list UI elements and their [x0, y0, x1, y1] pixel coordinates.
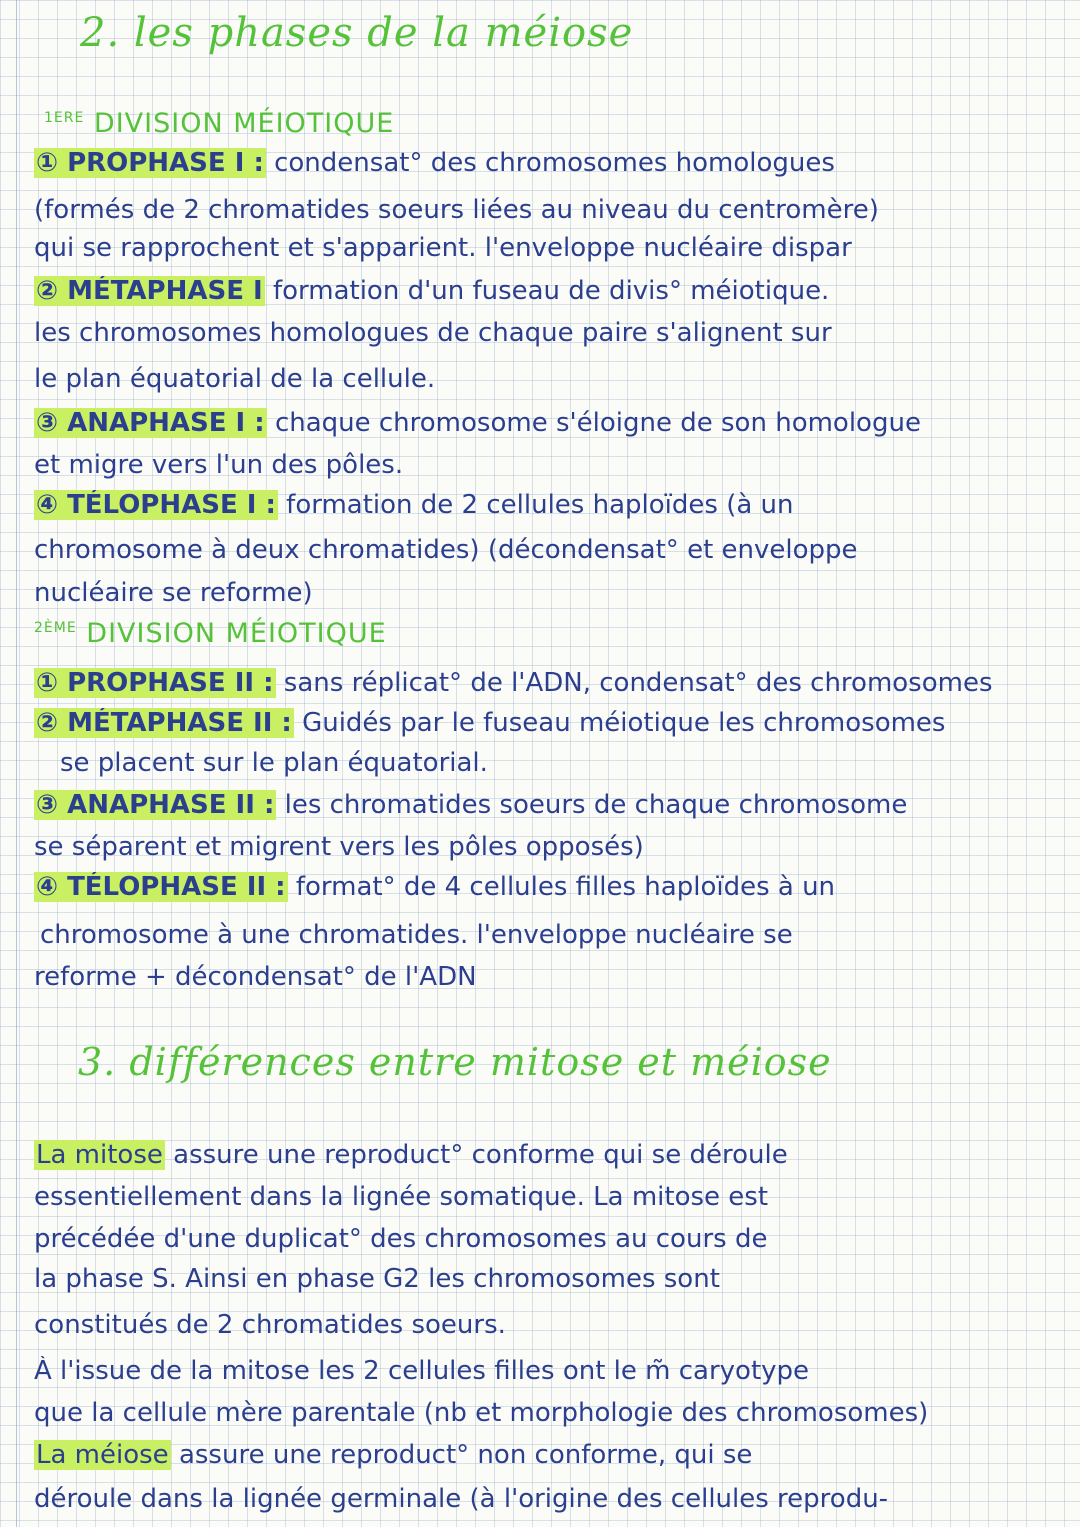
prophase-1-text-2: (formés de 2 chromatides soeurs liées au niveau du centromère)	[34, 195, 879, 225]
prophase-2-label: ① PROPHASE II :	[36, 668, 274, 698]
mitose-text-4: la phase S. Ainsi en phase G2 les chromosomes sont	[34, 1264, 720, 1294]
metaphase-1-text-3: le plan équatorial de la cellule.	[34, 364, 436, 394]
metaphase-1-line-1	[34, 276, 1064, 306]
division-2-heading-text: DIVISION MÉIOTIQUE	[86, 618, 387, 649]
telophase-2-label: ④ TÉLOPHASE II :	[36, 872, 286, 902]
section-3-title: 3. différences entre mitose et méiose	[78, 1040, 832, 1084]
metaphase-1-text-1: formation d'un fuseau de divis° méiotique.	[272, 276, 830, 306]
prophase-2-text-1: sans réplicat° de l'ADN, condensat° des chromosomes	[283, 668, 993, 698]
mitose-text-7: que la cellule mère parentale (nb et morphologie des chromosomes)	[34, 1398, 929, 1428]
section-2-title: 2. les phases de la méiose	[80, 10, 634, 56]
mitose-line-1	[34, 1140, 1064, 1170]
anaphase-1-text-2: et migre vers l'un des pôles.	[34, 450, 404, 480]
division-2-ordinal: 2ÈME	[34, 620, 77, 636]
mitose-text-5: constitués de 2 chromatides soeurs.	[34, 1310, 506, 1340]
anaphase-2-text-1: les chromatides soeurs de chaque chromosome	[284, 790, 908, 820]
anaphase-1-text-1: chaque chromosome s'éloigne de son homologue	[274, 408, 921, 438]
telophase-1-text-3: nucléaire se reforme)	[34, 578, 313, 608]
meiose-term: La méiose	[36, 1440, 169, 1470]
division-1-heading-text: DIVISION MÉIOTIQUE	[93, 108, 395, 139]
anaphase-2-line-1	[34, 790, 1064, 820]
anaphase-2-text-2: se séparent et migrent vers les pôles opposés)	[34, 832, 644, 862]
telophase-1-text-1: formation de 2 cellules haploïdes (à un	[286, 490, 794, 520]
meiose-text-1: assure une reproduct° non conforme, qui se	[178, 1440, 753, 1470]
prophase-1-text-1: condensat° des chromosomes homologues	[274, 148, 835, 178]
telophase-1-label: ④ TÉLOPHASE I :	[36, 490, 276, 520]
mitose-text-3: précédée d'une duplicat° des chromosomes au cours de	[34, 1224, 768, 1254]
margin-line	[16, 0, 17, 1527]
mitose-text-2: essentiellement dans la lignée somatique. La mitose est	[34, 1182, 769, 1212]
prophase-1-line-1	[34, 148, 1064, 178]
metaphase-2-line-1	[34, 708, 1064, 738]
telophase-2-text-1: format° de 4 cellules filles haploïdes à un	[295, 872, 836, 902]
meiose-line-1	[34, 1440, 1064, 1470]
telophase-2-text-2: chromosome à une chromatides. l'enveloppe nucléaire se	[40, 920, 793, 950]
metaphase-1-text-2: les chromosomes homologues de chaque paire s'alignent sur	[34, 318, 832, 348]
prophase-1-label: ① PROPHASE I :	[36, 148, 264, 178]
mitose-term: La mitose	[36, 1140, 163, 1170]
anaphase-1-label: ③ ANAPHASE I :	[36, 408, 265, 438]
meiose-text-2: déroule dans la lignée germinale (à l'origine des cellules reprodu-	[34, 1484, 889, 1514]
telophase-2-line-1	[34, 872, 1064, 902]
mitose-text-1: assure une reproduct° conforme qui se déroule	[173, 1140, 788, 1170]
division-1-heading	[44, 108, 394, 139]
telophase-1-text-2: chromosome à deux chromatides) (décondensat° et enveloppe	[34, 535, 858, 565]
telophase-2-text-3: reforme + décondensat° de l'ADN	[34, 962, 477, 992]
division-1-ordinal: 1ERE	[44, 110, 85, 126]
metaphase-2-text-2: se placent sur le plan équatorial.	[60, 748, 488, 778]
anaphase-2-label: ③ ANAPHASE II :	[36, 790, 275, 820]
prophase-2-line-1	[34, 668, 1064, 698]
division-2-heading	[34, 618, 387, 649]
anaphase-1-line-1	[34, 408, 1064, 438]
prophase-1-text-3: qui se rapprochent et s'apparient. l'enveloppe nucléaire dispar	[34, 233, 852, 263]
metaphase-2-label: ② MÉTAPHASE II :	[36, 708, 292, 738]
telophase-1-line-1	[34, 490, 1064, 520]
metaphase-2-text-1: Guidés par le fuseau méiotique les chromosomes	[302, 708, 946, 738]
metaphase-1-label: ② MÉTAPHASE I	[36, 276, 263, 306]
mitose-text-6: À l'issue de la mitose les 2 cellules filles ont le m̃ caryotype	[34, 1356, 810, 1386]
